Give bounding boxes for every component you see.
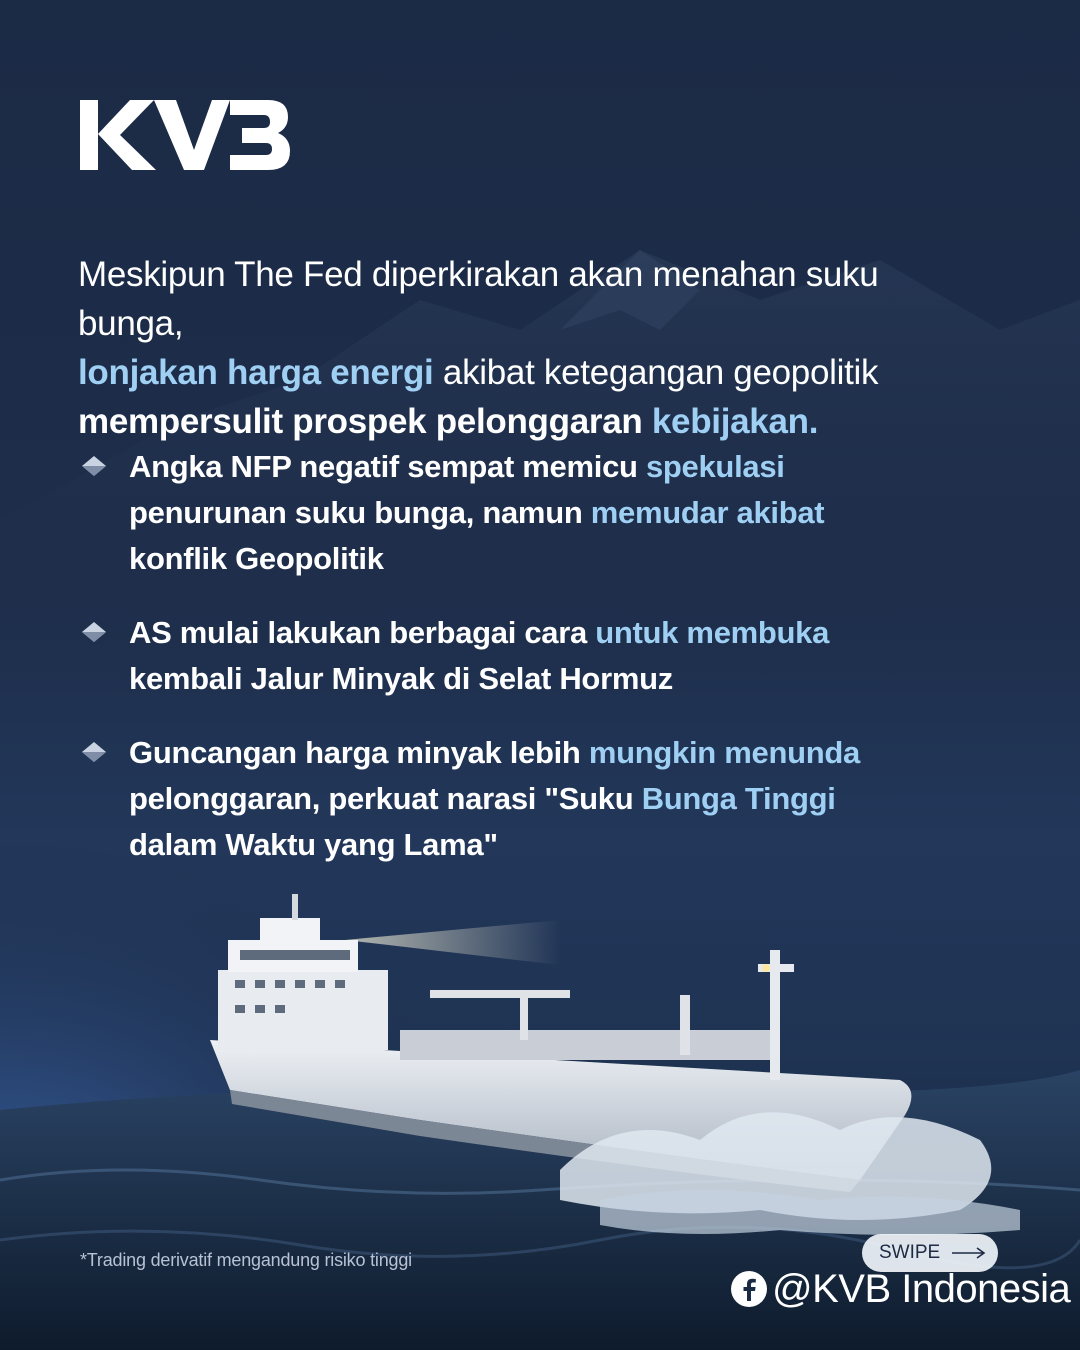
facebook-icon bbox=[730, 1270, 768, 1308]
bullet-1-highlight-a: spekulasi bbox=[645, 449, 785, 484]
intro-paragraph bbox=[78, 250, 978, 446]
bullet-2-text-b: kembali Jalur Minyak di Selat Hormuz bbox=[129, 661, 673, 696]
intro-highlight-policy: kebijakan. bbox=[651, 402, 819, 441]
bullet-item-nfp bbox=[80, 444, 1000, 582]
bullet-1-text-c: konflik Geopolitik bbox=[129, 541, 384, 576]
bullet-1-highlight-b: memudar akibat bbox=[590, 495, 825, 530]
intro-highlight-energy: lonjakan harga energi bbox=[78, 353, 434, 392]
bullet-list bbox=[80, 444, 1000, 868]
bullet-3-text-a: Guncangan harga minyak lebih bbox=[129, 735, 589, 770]
bullet-2-highlight-a: untuk membuka bbox=[595, 615, 830, 650]
bullet-item-oil-shock bbox=[80, 730, 1000, 868]
bullet-3-highlight-a: mungkin menunda bbox=[588, 735, 860, 770]
bullet-2-text-a: AS mulai lakukan berbagai cara bbox=[129, 615, 596, 650]
diamond-bullet-icon bbox=[80, 618, 108, 646]
bullet-1-text-a: Angka NFP negatif sempat memicu bbox=[129, 449, 646, 484]
intro-line-1: Meskipun The Fed diperkirakan akan menahan suku bunga, bbox=[78, 255, 879, 343]
diamond-bullet-icon bbox=[80, 452, 108, 480]
bullet-1-text-b: penurunan suku bunga, namun bbox=[129, 495, 591, 530]
bullet-3-text-b: pelonggaran, perkuat narasi "Suku bbox=[129, 781, 642, 816]
social-handle[interactable] bbox=[730, 1264, 1070, 1314]
swipe-label: SWIPE bbox=[879, 1242, 941, 1263]
bullet-3-highlight-b: Bunga Tinggi bbox=[641, 781, 836, 816]
bullet-3-text-c: dalam Waktu yang Lama" bbox=[129, 827, 498, 862]
social-handle-text: @KVB Indonesia bbox=[772, 1266, 1071, 1311]
intro-highlight-prospect: mempersulit prospek pelonggaran bbox=[78, 402, 652, 441]
intro-line-2-rest: akibat ketegangan geopolitik bbox=[433, 353, 879, 392]
diamond-bullet-icon bbox=[80, 738, 108, 766]
risk-disclaimer: *Trading derivatif mengandung risiko tinggi bbox=[80, 1250, 412, 1270]
bullet-item-hormuz bbox=[80, 610, 1000, 702]
kvb-logo bbox=[80, 98, 290, 172]
arrow-right-icon bbox=[952, 1247, 986, 1259]
